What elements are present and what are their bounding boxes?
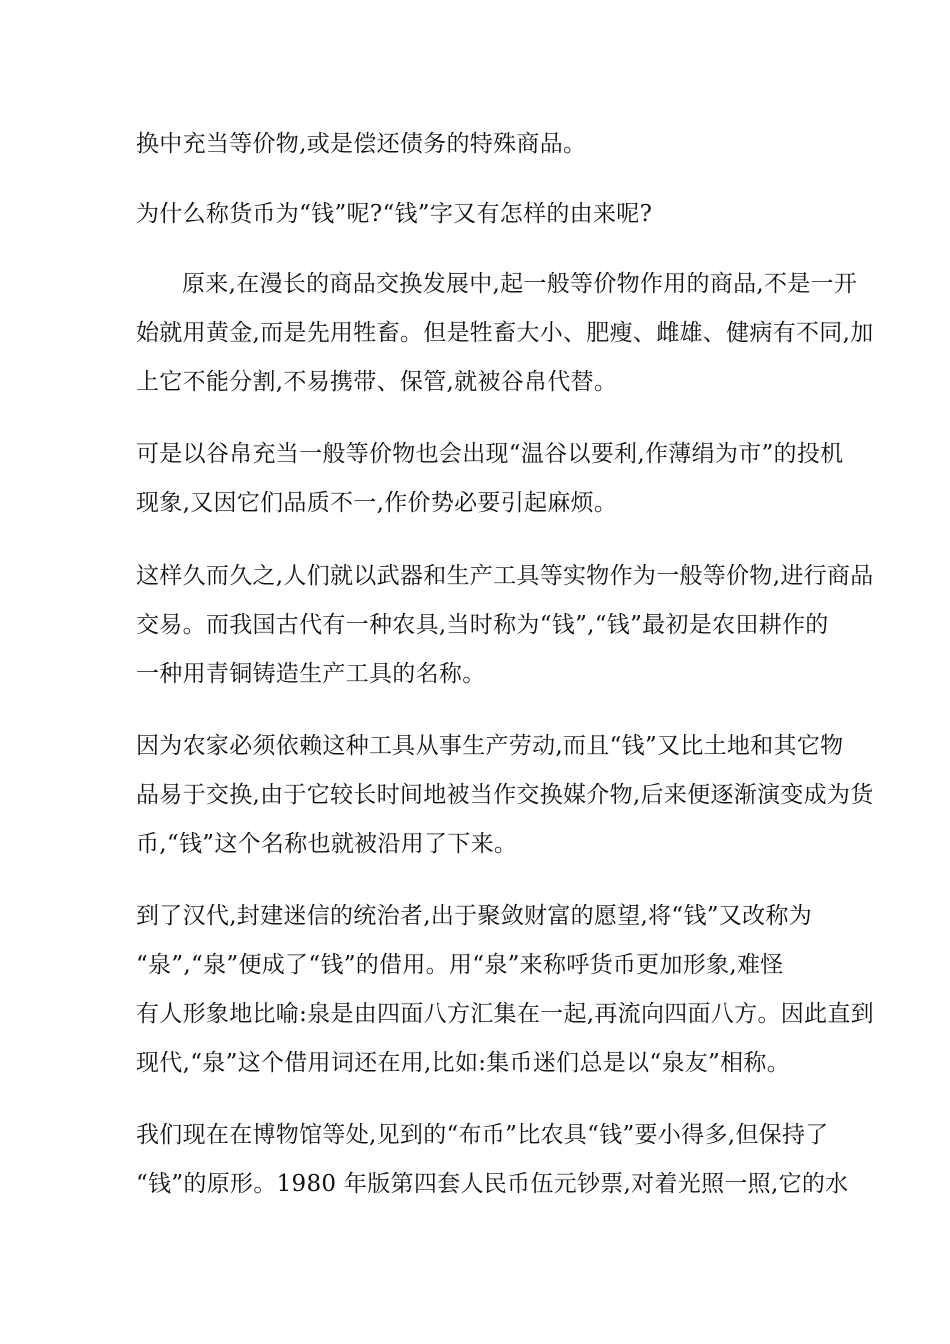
text-line-6: 可是以谷帛充当一般等价物也会出现“温谷以要利,作薄绢为市”的投机 bbox=[136, 441, 844, 467]
text-line-4: 始就用黄金,而是先用牲畜。但是牲畜大小、肥瘦、雌雄、健病有不同,加 bbox=[136, 320, 874, 346]
text-line-12: 品易于交换,由于它较长时间地被当作交换媒介物,后来便逐渐演变成为货 bbox=[136, 782, 874, 808]
text-line-19: “钱”的原形。1980 年版第四套人民币伍元钞票,对着光照一照,它的水 bbox=[136, 1171, 849, 1197]
text-line-10: 一种用青铜铸造生产工具的名称。 bbox=[136, 661, 486, 687]
text-line-8: 这样久而久之,人们就以武器和生产工具等实物作为一般等价物,进行商品 bbox=[136, 563, 874, 589]
text-line-18: 我们现在在博物馆等处,见到的“布币”比农具“钱”要小得多,但保持了 bbox=[136, 1122, 829, 1148]
text-line-9: 交易。而我国古代有一种农具,当时称为“钱”,“钱”最初是农田耕作的 bbox=[136, 612, 829, 638]
text-line-2: 为什么称货币为“钱”呢?“钱”字又有怎样的由来呢? bbox=[136, 201, 653, 227]
text-line-11: 因为农家必须依赖这种工具从事生产劳动,而且“钱”又比土地和其它物 bbox=[136, 733, 844, 759]
text-line-13: 币,“钱”这个名称也就被沿用了下来。 bbox=[136, 831, 518, 857]
text-line-17: 现代,“泉”这个借用词还在用,比如:集币迷们总是以“泉友”相称。 bbox=[136, 1050, 791, 1076]
text-line-14: 到了汉代,封建迷信的统治者,出于聚敛财富的愿望,将“钱”又改称为 bbox=[136, 903, 813, 929]
text-line-3: 原来,在漫长的商品交换发展中,起一般等价物作用的商品,不是一开 bbox=[182, 271, 858, 297]
text-line-1: 换中充当等价物,或是偿还债务的特殊商品。 bbox=[136, 131, 587, 157]
text-line-16: 有人形象地比喻:泉是由四面八方汇集在一起,再流向四面八方。因此直到 bbox=[136, 1001, 874, 1027]
text-line-7: 现象,又因它们品质不一,作价势必要引起麻烦。 bbox=[136, 490, 618, 516]
text-line-15: “泉”,“泉”便成了“钱”的借用。用“泉”来称呼货币更加形象,难怪 bbox=[136, 952, 784, 978]
text-line-5: 上它不能分割,不易携带、保管,就被谷帛代替。 bbox=[136, 369, 618, 395]
